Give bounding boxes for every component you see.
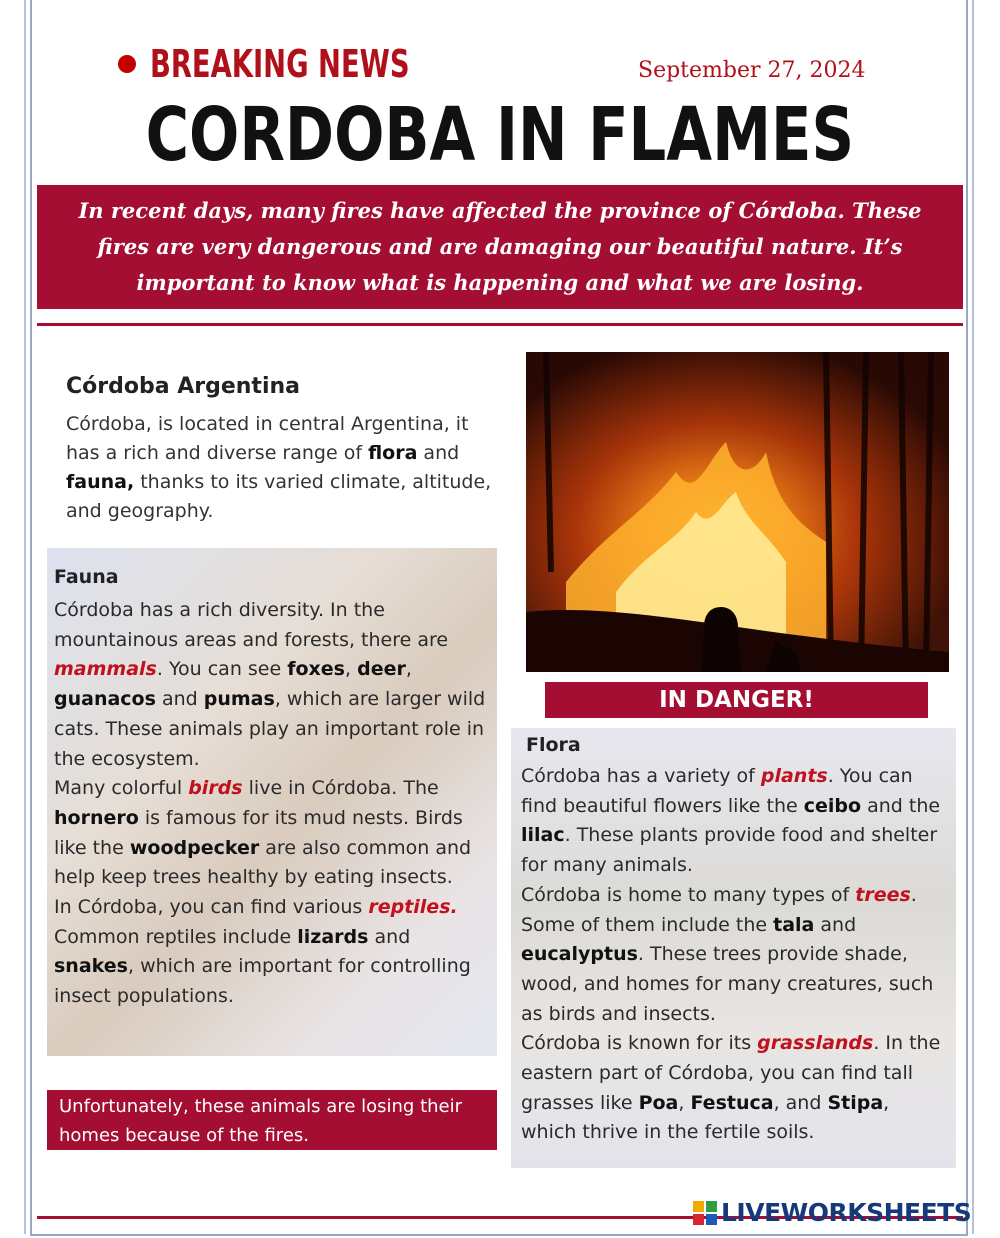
warning-box: Unfortunately, these animals are losing their homes because of the fires. [47, 1090, 497, 1150]
section-title: Córdoba Argentina [66, 374, 300, 399]
forest-fire-image [526, 352, 949, 672]
breaking-news-text: BREAKING NEWS [150, 42, 410, 86]
flora-text: Córdoba has a variety of plants. You can find beautiful flowers like the ceibo and the lilac. These plants provide food and shelter for many animals. Córdoba is home to many types of trees. Some of them include the tala and eucalyptus. These trees provide shade, wood, and homes for many creatures, such as birds and insects. Córdoba is known for its grasslands. In the eastern part of Córdoba, you can find tall grasses like Poa, Festuca, and Stipa, which thrive in the fertile soils. [521, 765, 941, 1144]
breaking-news-label [118, 42, 510, 86]
intro-paragraph: Córdoba, is located in central Argentina, it has a rich and diverse range of flora and fauna, thanks to its varied climate, altitude, and geography. [66, 413, 492, 522]
forest-fire-illustration [526, 352, 949, 672]
in-danger-banner: IN DANGER! [545, 682, 928, 718]
bullet-dot-icon [118, 55, 136, 73]
headline-text: CORDOBA IN FLAMES [145, 92, 855, 178]
logo-mark-icon [693, 1201, 717, 1225]
logo-text: LIVEWORKSHEETS [721, 1198, 972, 1227]
fauna-title: Fauna [54, 566, 119, 588]
publication-date: September 27, 2024 [638, 58, 866, 83]
lead-paragraph: In recent days, many fires have affected the province of Córdoba. These fires are very dangerous and are damaging our beautiful nature. It’s important to know what is happening and what we are losing. [37, 185, 963, 309]
divider-top [37, 323, 963, 326]
headline [0, 92, 1000, 178]
liveworksheets-logo[interactable] [693, 1198, 971, 1227]
flora-title: Flora [526, 734, 581, 756]
fauna-box [47, 548, 497, 1056]
flora-box [511, 728, 956, 1168]
fauna-text: Córdoba has a rich diversity. In the mountainous areas and forests, there are mammals. You can see foxes, deer, guanacos and pumas, which are larger wild cats. These animals play an important role in the ecosystem. Many colorful birds live in Córdoba. The hornero is famous for its mud nests. Birds like the woodpecker are also common and help keep trees healthy by eating insects. In Córdoba, you can find various reptiles. Common reptiles include lizards and snakes, which are important for controlling insect populations. [54, 599, 486, 1008]
